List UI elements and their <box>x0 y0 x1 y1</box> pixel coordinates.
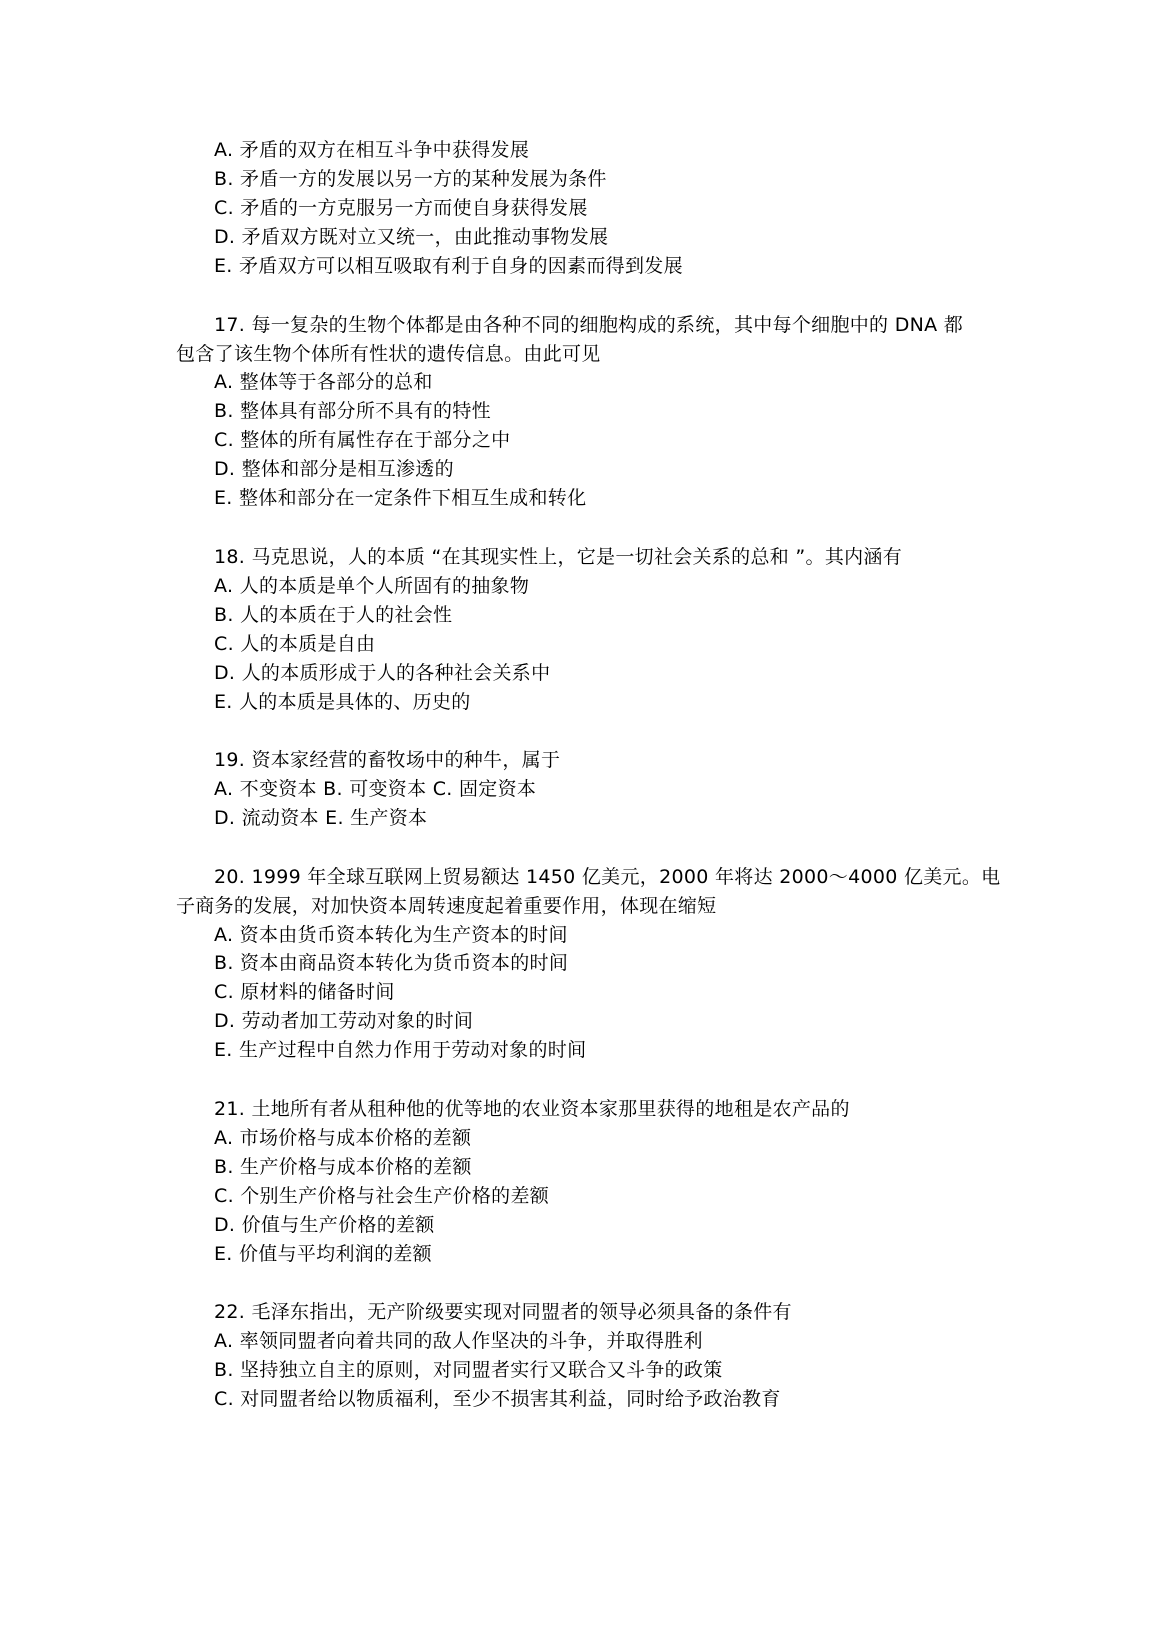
q22-option-a: A. 率领同盟者向着共同的敌人作坚决的斗争，并取得胜利 <box>214 1330 703 1352</box>
q20-stem-line1: 20. 1999 年全球互联网上贸易额达 1450 亿美元，2000 年将达 2000～4000 亿美元。电 <box>214 866 1001 888</box>
q21-option-d: D. 价值与生产价格的差额 <box>214 1214 435 1236</box>
q16-option-c: C. 矛盾的一方克服另一方而使自身获得发展 <box>214 197 588 219</box>
q18-option-b: B. 人的本质在于人的社会性 <box>214 604 453 626</box>
q20-option-b: B. 资本由商品资本转化为货币资本的时间 <box>214 952 569 974</box>
q20-stem-line2: 子商务的发展，对加快资本周转速度起着重要作用，体现在缩短 <box>176 895 717 917</box>
q17-option-e: E. 整体和部分在一定条件下相互生成和转化 <box>214 487 587 509</box>
q18-option-a: A. 人的本质是单个人所固有的抽象物 <box>214 575 530 597</box>
q17-option-b: B. 整体具有部分所不具有的特性 <box>214 400 491 422</box>
q21-stem: 21. 土地所有者从租种他的优等地的农业资本家那里获得的地租是农产品的 <box>214 1098 850 1120</box>
q19-options-row1: A. 不变资本 B. 可变资本 C. 固定资本 <box>214 778 537 800</box>
q17-stem-line2: 包含了该生物个体所有性状的遗传信息。由此可见 <box>176 343 601 365</box>
q16-option-a: A. 矛盾的双方在相互斗争中获得发展 <box>214 139 530 161</box>
q21-option-e: E. 价值与平均利润的差额 <box>214 1243 432 1265</box>
q17-option-a: A. 整体等于各部分的总和 <box>214 371 433 393</box>
q22-option-c: C. 对同盟者给以物质福利，至少不损害其利益，同时给予政治教育 <box>214 1388 781 1410</box>
q19-options-row2: D. 流动资本 E. 生产资本 <box>214 807 428 829</box>
q21-option-a: A. 市场价格与成本价格的差额 <box>214 1127 472 1149</box>
q18-option-c: C. 人的本质是自由 <box>214 633 376 655</box>
q21-option-b: B. 生产价格与成本价格的差额 <box>214 1156 472 1178</box>
q16-option-e: E. 矛盾双方可以相互吸取有利于自身的因素而得到发展 <box>214 255 683 277</box>
q20-option-d: D. 劳动者加工劳动对象的时间 <box>214 1010 474 1032</box>
q18-stem: 18. 马克思说，人的本质 “在其现实性上，它是一切社会关系的总和 ”。其内涵有 <box>214 546 903 568</box>
q16-option-b: B. 矛盾一方的发展以另一方的某种发展为条件 <box>214 168 607 190</box>
q17-stem-line1: 17. 每一复杂的生物个体都是由各种不同的细胞构成的系统，其中每个细胞中的 DNA 都 <box>214 314 964 336</box>
q19-stem: 19. 资本家经营的畜牧场中的种牛，属于 <box>214 749 561 771</box>
q22-stem: 22. 毛泽东指出，无产阶级要实现对同盟者的领导必须具备的条件有 <box>214 1301 792 1323</box>
q20-option-c: C. 原材料的储备时间 <box>214 981 395 1003</box>
q17-option-c: C. 整体的所有属性存在于部分之中 <box>214 429 511 451</box>
q18-option-d: D. 人的本质形成于人的各种社会关系中 <box>214 662 551 684</box>
q22-option-b: B. 坚持独立自主的原则，对同盟者实行又联合又斗争的政策 <box>214 1359 723 1381</box>
q21-option-c: C. 个别生产价格与社会生产价格的差额 <box>214 1185 550 1207</box>
q20-option-e: E. 生产过程中自然力作用于劳动对象的时间 <box>214 1039 587 1061</box>
q18-option-e: E. 人的本质是具体的、历史的 <box>214 691 471 713</box>
q20-option-a: A. 资本由货币资本转化为生产资本的时间 <box>214 924 568 946</box>
q17-option-d: D. 整体和部分是相互渗透的 <box>214 458 454 480</box>
q16-option-d: D. 矛盾双方既对立又统一，由此推动事物发展 <box>214 226 609 248</box>
